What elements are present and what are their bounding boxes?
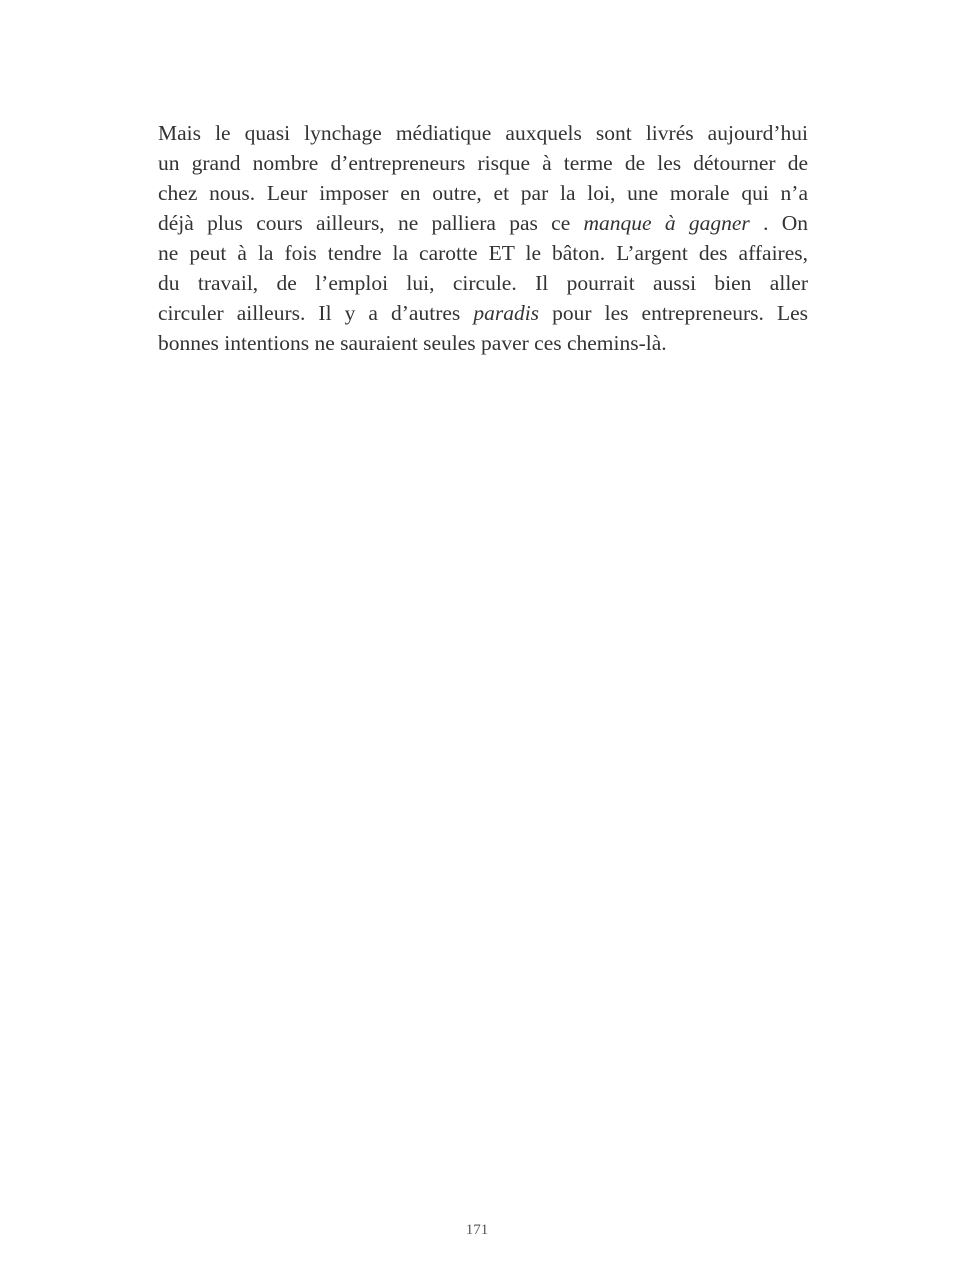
italic-phrase: paradis — [473, 301, 540, 325]
paragraph-line: un grand nombre d’entrepreneurs risque à terme de les détourner de — [158, 151, 808, 175]
paragraph-line — [158, 298, 808, 328]
paragraph-line: du travail, de l’emploi lui, circule. Il pourrait aussi bien aller — [158, 271, 808, 295]
paragraph-line: ne peut à la fois tendre la carotte ET le bâton. L’argent des affaires, — [158, 241, 808, 265]
paragraph-line — [158, 208, 808, 238]
text-run: pour les entrepreneurs. Les — [539, 301, 809, 325]
paragraph-line: chez nous. Leur imposer en outre, et par la loi, une morale qui n’a — [158, 181, 808, 205]
text-run: . On — [749, 211, 809, 235]
body-paragraph — [158, 118, 808, 358]
text-run: déjà plus cours ailleurs, ne palliera pas ce — [158, 211, 584, 235]
italic-phrase: manque à gagner — [583, 211, 750, 235]
paragraph-line: Mais le quasi lynchage médiatique auxquels sont livrés aujourd’hui — [158, 121, 808, 145]
paragraph-line: bonnes intentions ne sauraient seules paver ces chemins-là. — [158, 331, 667, 355]
text-run: circuler ailleurs. Il y a d’autres — [158, 301, 474, 325]
page-number: 171 — [465, 1222, 489, 1238]
